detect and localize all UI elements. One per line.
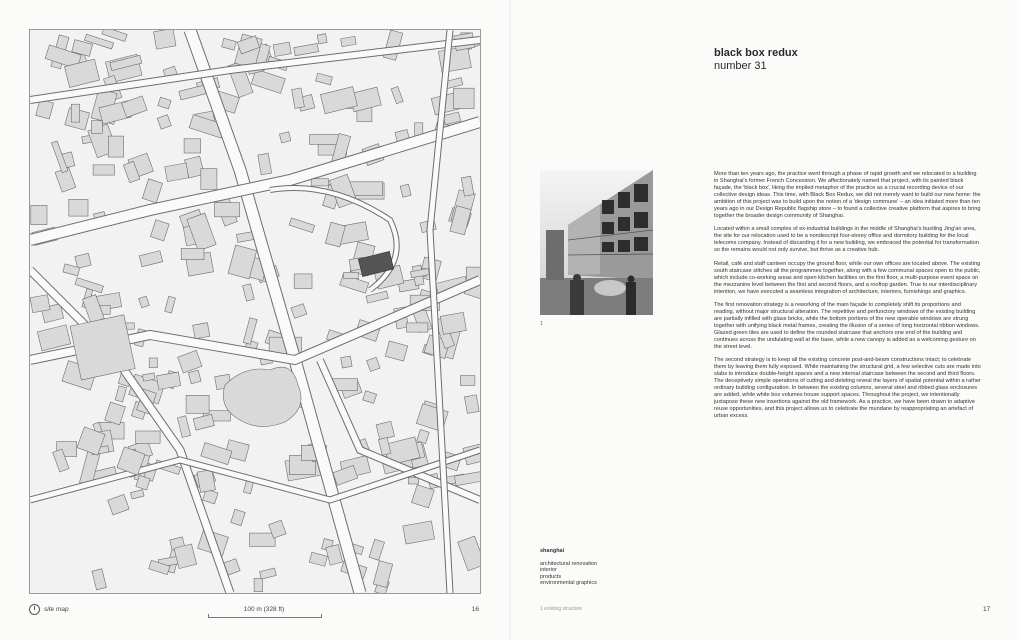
- page-number-left: 16: [471, 606, 479, 613]
- project-subtitle: number 31: [714, 60, 767, 72]
- map-building: [222, 38, 237, 50]
- map-building: [385, 341, 407, 361]
- map-building: [440, 312, 466, 334]
- map-building: [108, 136, 123, 157]
- map-building: [461, 376, 475, 386]
- map-building: [292, 88, 305, 108]
- map-building: [201, 169, 217, 190]
- map-building: [188, 370, 201, 384]
- scale-label: 100 m (328 ft): [243, 606, 285, 613]
- map-building: [30, 295, 50, 313]
- map-building: [177, 416, 190, 438]
- map-building: [403, 521, 435, 544]
- map-building: [165, 163, 189, 182]
- map-building: [407, 323, 428, 332]
- map-building: [341, 356, 352, 368]
- service-item: interior: [540, 567, 557, 574]
- map-building: [37, 325, 70, 351]
- map-building: [367, 357, 381, 371]
- map-building: [341, 36, 357, 46]
- body-paragraph: Retail, café and staff canteen occupy the ground floor, while our own offices are located above. The existing south staircase stitches all the programmes together, along with a few communal spaces open to the public, which include co-working areas and open kitchen facilities on the first floor, a multi-purpose event space on the mezzanine level between the first and second floors, and a rooftop garden. True to our interdisciplinary intention, we have executed a seamless integration of architecture, interiors, furnishings and graphics.: [714, 260, 981, 295]
- service-item: products: [540, 573, 562, 580]
- map-building: [243, 284, 255, 301]
- map-building: [197, 470, 215, 493]
- map-building: [294, 274, 312, 289]
- map-building: [243, 318, 257, 345]
- site-map: [29, 29, 481, 594]
- map-building: [115, 386, 126, 402]
- map-building: [150, 220, 169, 241]
- project-info: [540, 548, 597, 586]
- map-building: [376, 421, 394, 440]
- photo-caption-number: 1: [540, 321, 543, 327]
- map-building: [344, 272, 359, 278]
- project-title-block: [714, 47, 798, 73]
- map-building: [178, 350, 202, 373]
- map-building: [139, 251, 162, 267]
- service-item: environmental graphics: [540, 579, 597, 586]
- map-building: [108, 494, 130, 515]
- map-building: [149, 358, 157, 368]
- project-title: black box redux: [714, 47, 798, 59]
- map-building: [417, 429, 430, 443]
- map-building: [165, 296, 176, 313]
- map-building: [93, 165, 114, 175]
- map-building: [320, 87, 357, 114]
- project-city: shanghai: [540, 548, 565, 554]
- map-building: [326, 545, 343, 566]
- map-building: [181, 248, 204, 259]
- body-paragraph: More than ten years ago, the practice went through a phase of rapid growth and we relocated to a building in Shanghai's former French Concession. We affectionately named that project, with its painted black façade, the 'black box', liking the implied metaphor of the practice as a crucial recording device of our collective design ideas. This time, with Black Box Redux, we did not merely want to build our new home: the ambition of this project was to build upon the notion of a 'design commune' – an idea initiated more than ten years ago in our Design Republic flagship store – to found a collective creative platform that aspires to bring together the broader design community of Shanghai.: [714, 171, 981, 220]
- book-gutter: [509, 0, 511, 640]
- body-paragraph: The first renovation strategy is a reworking of the main façade to completely shift its proportions and reading, without major structural alteration. The repetitive and perfunctory windows of the existing building are partially infilled with glass bricks, while the bottom portions of the new operable windows are strung together with unifying black metal frames, creating the illusion of a series of long horizontal ribbon windows. Glazed green tiles are used to define the rounded staircase that anchors one end of the building and continues across the undulating wall at the base, while a new canopy is added as a welcoming gesture on the street level.: [714, 301, 980, 351]
- map-building: [260, 568, 277, 579]
- map-building: [215, 203, 240, 217]
- map-building: [378, 437, 391, 455]
- map-building: [158, 97, 171, 109]
- map-building: [179, 85, 206, 100]
- map-building: [383, 30, 402, 60]
- map-building: [291, 304, 307, 319]
- map-building: [373, 561, 392, 588]
- map-building: [311, 179, 328, 186]
- map-building: [122, 96, 148, 118]
- map-building: [366, 291, 388, 303]
- map-building: [193, 414, 214, 430]
- map-building: [154, 30, 176, 49]
- map-building: [273, 42, 291, 56]
- map-building: [258, 153, 272, 175]
- north-arrow-icon: [29, 604, 40, 615]
- map-building: [186, 395, 209, 413]
- map-building: [142, 179, 162, 203]
- page-number-right: 17: [983, 606, 991, 613]
- map-building: [317, 34, 327, 44]
- body-paragraph: The second strategy is to keep all the existing concrete post-and-beam constructions intact; to celebrate them by leaving them fully exposed. While maintaining the structural grid, a few selective cuts are made into slabs to introduce double-height spaces and a new internal staircase between the second and third floors. The deceptively simple operations of cutting and deleting reveal the layers of spatial potential within a rather ordinary building configuration. In between the existing columns, several steel and ribbed glass enclosures are added, while white box volumes house support spaces. Throughout the project, we intentionally juxtapose these new insertions against the old framework. As a practice, we have been drawn to adaptive reuse opportunities, and this project allows us to celebrate the mundane by reappropriating an artefact of urban excess.: [714, 357, 981, 420]
- map-building: [102, 30, 127, 41]
- map-building: [193, 323, 210, 339]
- map-building: [279, 132, 290, 143]
- right-footer-caption: 1 existing structure: [540, 606, 582, 612]
- map-building: [91, 121, 102, 134]
- site-map-drawing: [30, 30, 480, 593]
- scale-bar: [208, 614, 322, 618]
- map-building: [139, 296, 150, 308]
- map-building: [391, 86, 403, 103]
- map-building: [75, 253, 91, 268]
- map-building: [156, 372, 180, 389]
- map-building: [454, 88, 475, 108]
- map-building: [464, 395, 479, 414]
- map-building: [250, 533, 276, 546]
- map-building: [231, 509, 246, 526]
- map-building: [31, 205, 47, 224]
- map-building: [294, 44, 319, 56]
- map-building: [333, 465, 358, 485]
- project-description: [714, 171, 982, 427]
- map-building: [71, 104, 79, 122]
- map-building: [369, 539, 385, 560]
- map-building: [309, 552, 327, 566]
- map-building: [157, 115, 171, 130]
- map-building: [454, 471, 480, 486]
- map-building: [458, 536, 480, 571]
- map-building: [105, 402, 126, 425]
- photo-image: [540, 170, 653, 315]
- service-item: architectural renovation: [540, 561, 598, 568]
- map-building: [400, 184, 411, 197]
- left-page-footer: [29, 603, 479, 617]
- existing-structure-photo: [540, 170, 653, 315]
- map-building: [408, 478, 418, 484]
- map-building: [184, 139, 201, 153]
- map-building: [92, 569, 107, 590]
- map-building: [254, 578, 262, 591]
- map-building: [174, 544, 197, 569]
- map-building: [363, 391, 377, 404]
- map-building: [316, 73, 333, 85]
- map-label: site map: [44, 606, 69, 613]
- map-building: [69, 199, 88, 216]
- map-building: [289, 218, 315, 233]
- map-building: [136, 431, 161, 443]
- map-building: [130, 490, 144, 499]
- body-paragraph: Located within a small complex of ex-industrial buildings in the middle of Shanghai's bustling Jing'an area, the site for our relocation used to be a nondescript four-storey office and dormitory building for the local telecoms company. Instead of discarding it for a new building, we embraced the potential for transformation so the remains would not only survive, but thrive as a creative hub.: [714, 226, 979, 254]
